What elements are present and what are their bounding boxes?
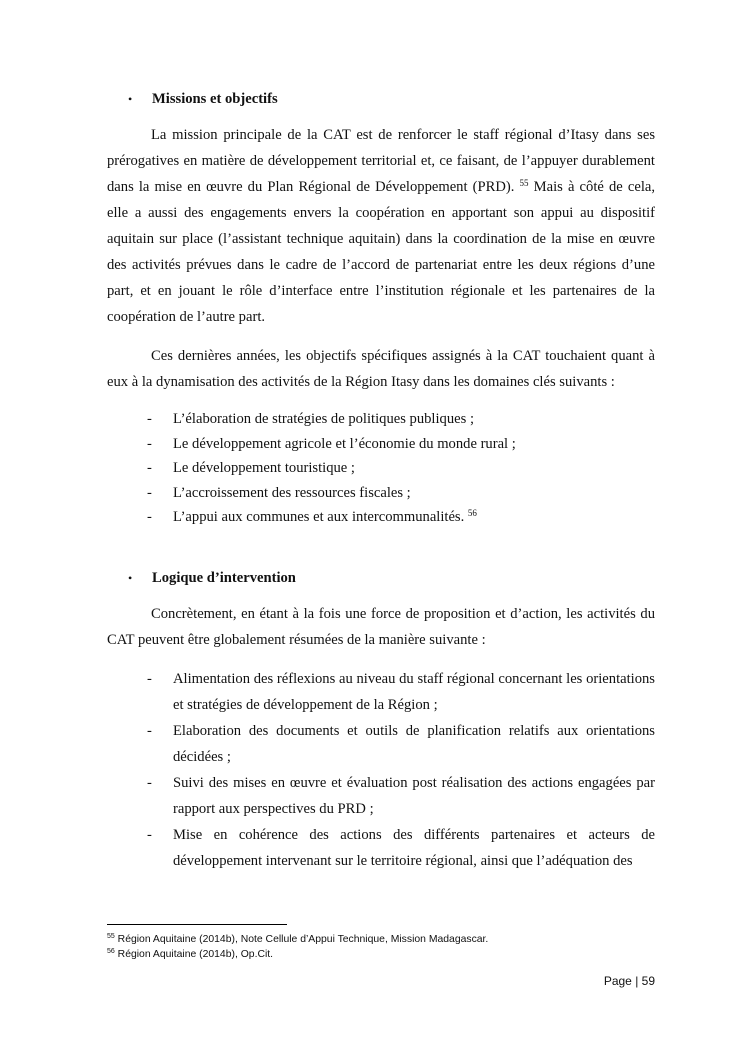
dash-marker: - <box>147 723 152 739</box>
list-item-text: L’élaboration de stratégies de politiques publiques ; <box>173 411 474 427</box>
bullet-icon: • <box>128 571 133 585</box>
paragraph-text: La mission principale de la CAT est de renforcer le staff régional d’Itasy dans ses prérogatives en matière de développement territorial et, ce faisant, de l’appuyer durablement dans la mise en œuvre du Plan Régional de Développement (PRD). <box>107 127 655 195</box>
list-item <box>147 456 655 481</box>
list-item-text: L’appui aux communes et aux intercommunalités. <box>173 509 465 525</box>
list-item <box>147 432 655 457</box>
list-item-text: Alimentation des réflexions au niveau du staff régional concernant les orientations et stratégies de développement de la Région ; <box>173 671 655 713</box>
objectives-list <box>147 407 655 530</box>
list-item <box>147 481 655 506</box>
paragraph-objectives: Ces dernières années, les objectifs spécifiques assignés à la CAT touchaient quant à eux à la dynamisation des activités de la Région Itasy dans les domaines clés suivants : <box>107 348 655 390</box>
activities-list <box>147 666 655 874</box>
list-item <box>147 718 655 770</box>
heading-text: Missions et objectifs <box>152 91 278 107</box>
bullet-icon: • <box>128 92 133 106</box>
list-item-text: Suivi des mises en œuvre et évaluation post réalisation des actions engagées par rapport aux perspectives du PRD ; <box>173 775 655 817</box>
list-item <box>147 407 655 432</box>
list-item <box>147 770 655 822</box>
list-item <box>147 666 655 718</box>
list-item <box>147 505 655 530</box>
dash-marker: - <box>147 411 152 427</box>
list-item-text: Le développement touristique ; <box>173 460 355 476</box>
list-item-text: Le développement agricole et l’économie du monde rural ; <box>173 435 516 452</box>
footnote-number: 55 <box>107 933 115 940</box>
heading-text: Logique d’intervention <box>152 570 296 586</box>
footnote <box>107 932 667 947</box>
footnote-ref: 55 <box>519 178 529 188</box>
footnote-divider <box>107 924 287 925</box>
dash-marker: - <box>147 460 152 476</box>
dash-marker: - <box>147 671 152 687</box>
page-number: Page | 59 <box>603 974 655 988</box>
dash-marker: - <box>147 775 152 791</box>
paragraph-mission <box>107 122 655 330</box>
footnote-text: Région Aquitaine (2014b), Op.Cit. <box>114 949 274 960</box>
footnote-number: 56 <box>107 948 115 955</box>
paragraph-intervention: Concrètement, en étant à la fois une force de proposition et d’action, les activités du CAT peuvent être globalement résumées de la manière suivante : <box>107 606 655 648</box>
footnote-text: Région Aquitaine (2014b), Note Cellule d’Appui Technique, Mission Madagascar. <box>114 934 489 945</box>
dash-marker: - <box>147 509 152 525</box>
footnote <box>107 947 667 962</box>
dash-marker: - <box>147 484 152 501</box>
list-item <box>147 822 655 874</box>
paragraph-text: Mais à côté de cela, elle a aussi des engagements envers la coopération en apportant son appui au dispositif aquitain sur place (l’assistant technique aquitain) dans la coordination de la mise en œuvre des activités prévues dans le cadre de l’accord de partenariat entre les deux régions d’une part, et en jouant le rôle d’interface entre l’institution régionale et les partenaires de la coopération de l’autre part. <box>107 179 655 325</box>
list-item-text: Mise en cohérence des actions des différents partenaires et acteurs de développement intervenant sur le territoire régional, ainsi que l’adéquation des <box>173 827 655 869</box>
footnote-ref: 56 <box>467 508 477 518</box>
footnotes <box>107 932 667 962</box>
dash-marker: - <box>147 435 152 452</box>
dash-marker: - <box>147 827 152 843</box>
list-item-text: Elaboration des documents et outils de planification relatifs aux orientations décidées ; <box>173 723 655 765</box>
list-item-text: L’accroissement des ressources fiscales ; <box>173 484 411 501</box>
